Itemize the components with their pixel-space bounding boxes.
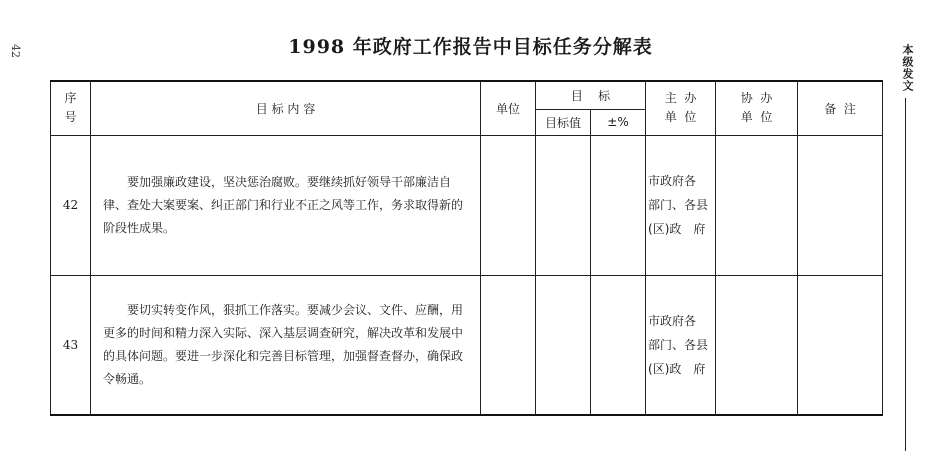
row-target-value	[536, 135, 591, 275]
header-tolerance: ±%	[591, 109, 646, 135]
side-divider	[905, 98, 906, 451]
table-row	[51, 275, 883, 415]
row-unit	[481, 135, 536, 275]
table-row	[51, 135, 883, 275]
row-assist-org	[716, 275, 798, 415]
target-table	[50, 80, 883, 416]
row-tolerance	[591, 135, 646, 275]
row-remark	[798, 135, 883, 275]
row-target-value	[536, 275, 591, 415]
header-seq: 序 号	[51, 81, 91, 135]
row-content: 要加强廉政建设，坚决惩治腐败。要继续抓好领导干部廉洁自律、查处大案要案、纠正部门和行业不正之风等工作，务求取得新的阶段性成果。	[91, 135, 481, 275]
header-target-value: 目标值	[536, 109, 591, 135]
side-section-label: 本级发文	[901, 44, 914, 92]
row-seq: 42	[51, 135, 91, 275]
page-number: 42	[9, 44, 22, 58]
row-lead-org: 市政府各 部门、各县 (区)政 府	[646, 135, 716, 275]
header-unit: 单位	[481, 81, 536, 135]
row-tolerance	[591, 275, 646, 415]
header-lead-org: 主 办 单 位	[646, 81, 716, 135]
row-content: 要切实转变作风，狠抓工作落实。要减少会议、文件、应酬，用更多的时间和精力深入实际、深入基层调查研究，解决改革和发展中的具体问题。要进一步深化和完善目标管理，加强督查督办，确保政令畅通。	[91, 275, 481, 415]
header-remark: 备 注	[798, 81, 883, 135]
header-assist-org: 协 办 单 位	[716, 81, 798, 135]
row-remark	[798, 275, 883, 415]
header-target: 目 标	[536, 81, 646, 109]
page-title: 1998 年政府工作报告中目标任务分解表	[288, 36, 653, 58]
row-lead-org: 市政府各 部门、各县 (区)政 府	[646, 275, 716, 415]
row-seq: 43	[51, 275, 91, 415]
header-content: 目 标 内 容	[91, 81, 481, 135]
row-unit	[481, 275, 536, 415]
row-assist-org	[716, 135, 798, 275]
